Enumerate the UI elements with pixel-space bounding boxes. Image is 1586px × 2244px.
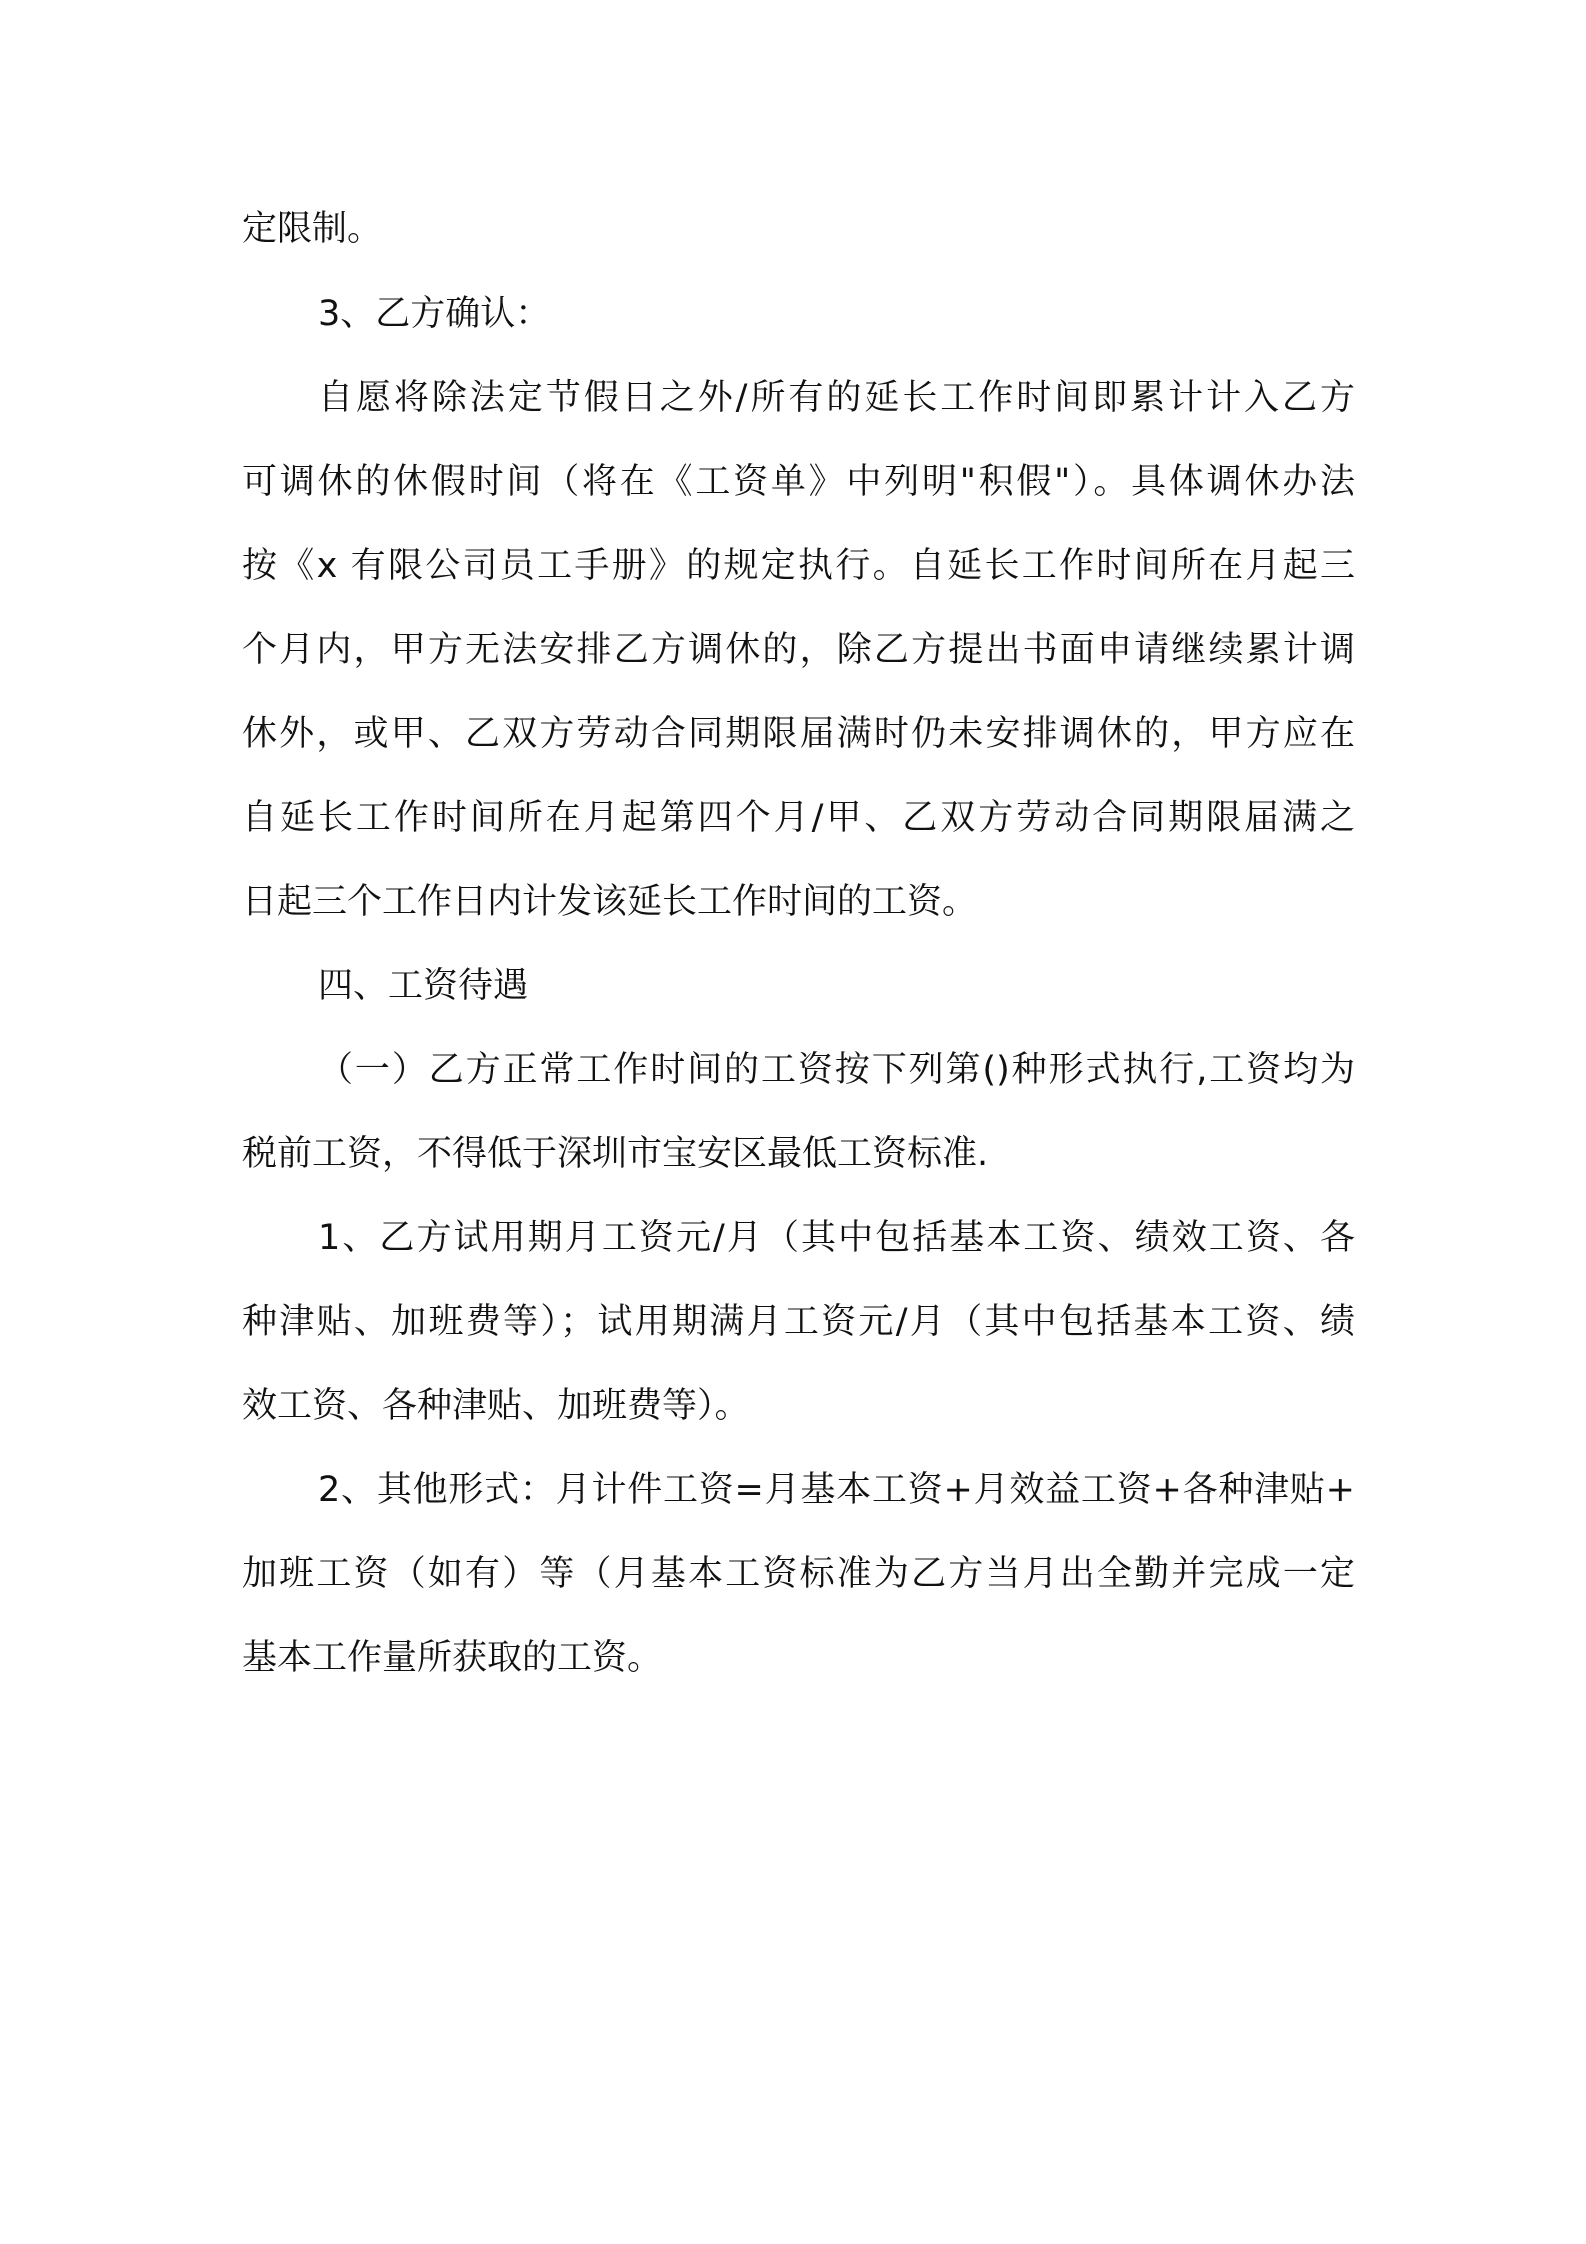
text-line-7: 休外，或甲、乙双方劳动合同期限届满时仍未安排调休的，甲方应在 [242, 714, 1355, 754]
text-line-6: 个月内，甲方无法安排乙方调休的，除乙方提出书面申请继续累计调 [242, 630, 1355, 670]
section-heading: 四、工资待遇 [318, 966, 529, 1006]
text-line-17: 加班工资（如有）等（月基本工资标准为乙方当月出全勤并完成一定 [242, 1554, 1355, 1594]
text-line-2: 3、乙方确认： [318, 294, 551, 334]
text-line-11: （一）乙方正常工作时间的工资按下列第()种形式执行,工资均为 [318, 1050, 1355, 1090]
text-line-1: 定限制。 [242, 209, 383, 249]
text-line-18: 基本工作量所获取的工资。 [242, 1638, 663, 1678]
text-line-8: 自延长工作时间所在月起第四个月/甲、乙双方劳动合同期限届满之 [242, 798, 1355, 838]
text-line-15: 效工资、各种津贴、加班费等）。 [242, 1386, 750, 1426]
text-line-12: 税前工资，不得低于深圳市宝安区最低工资标准. [242, 1134, 989, 1174]
text-line-14: 种津贴、加班费等）；试用期满月工资元/月（其中包括基本工资、绩 [242, 1302, 1355, 1342]
text-line-4: 可调休的休假时间（将在《工资单》中列明"积假"）。具体调休办法 [242, 462, 1355, 502]
text-line-5: 按《x 有限公司员工手册》的规定执行。自延长工作时间所在月起三 [242, 546, 1355, 586]
text-line-9: 日起三个工作日内计发该延长工作时间的工资。 [242, 882, 978, 922]
text-line-13: 1、乙方试用期月工资元/月（其中包括基本工资、绩效工资、各 [318, 1218, 1355, 1258]
text-line-3: 自愿将除法定节假日之外/所有的延长工作时间即累计计入乙方 [318, 378, 1355, 418]
text-line-16: 2、其他形式：月计件工资=月基本工资+月效益工资+各种津贴+ [318, 1470, 1355, 1510]
